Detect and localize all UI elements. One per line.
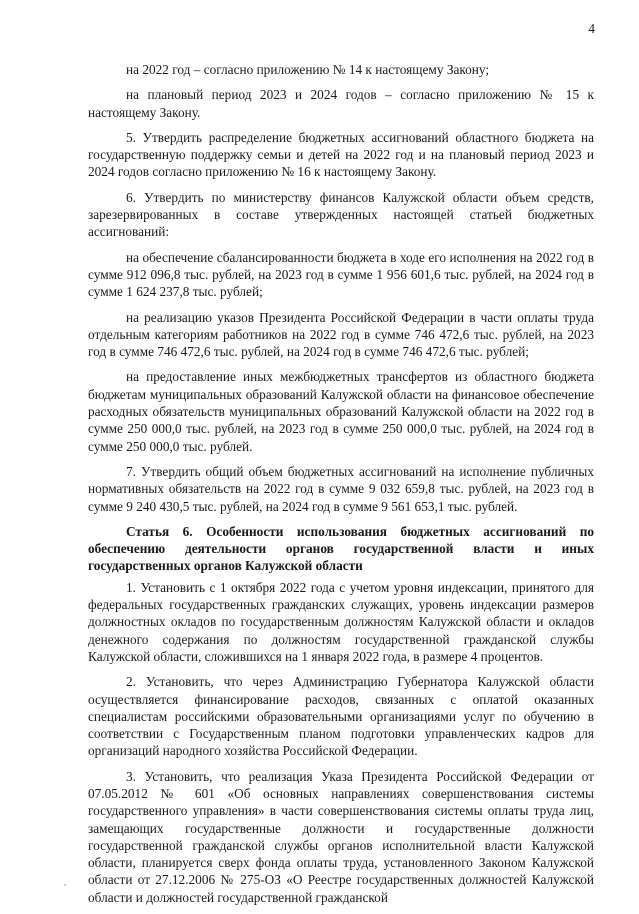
scan-speck xyxy=(64,884,66,886)
paragraph: на предоставление иных межбюджетных трансфертов из областного бюджета бюджетам муниципальных образований Калужской области на финансовое обеспечение расходных обязательств муниципальных образований Калужской области на 2022 год в сумме 250 000,0 тыс. рублей, на 2023 год в сумме 250 000,0 тыс. рублей, на 2024 год в сумме 250 000,0 тыс. рублей. xyxy=(88,369,594,454)
paragraph: на обеспечение сбалансированности бюджета в ходе его исполнения на 2022 год в сумме 912 096,8 тыс. рублей, на 2023 год в сумме 1 956 601,6 тыс. рублей, на 2024 год в сумме 1 624 237,8 тыс. рублей; xyxy=(88,249,594,300)
paragraph: на 2022 год – согласно приложению № 14 к настоящему Закону; xyxy=(126,62,490,77)
article-paragraph: 3. Установить, что реализация Указа Президента Российской Федерации от 07.05.2012 № 601 «Об основных направлениях совершенствования системы государственного управления» в части совершенствования системы оплаты труда лиц, замещающих государственные должности и государственные должности государственной гражданской службы органов исполнительной власти Калужской области, планируется сверх фонда оплаты труда, установленного Законом Калужской области от 27.12.2006 № 275-ОЗ «О Реестре государственных должностей Калужской области и должностей государственной гражданской xyxy=(88,768,594,905)
paragraph: на плановый период 2023 и 2024 годов – согласно приложению № 15 к настоящему Закону. xyxy=(88,87,594,120)
document-body xyxy=(88,61,594,914)
page-number: 4 xyxy=(588,21,595,36)
paragraph: 7. Утвердить общий объем бюджетных ассигнований на исполнение публичных нормативных обязательств на 2022 год в сумме 9 032 659,8 тыс. рублей, на 2023 год в сумме 9 240 430,5 тыс. рублей, на 2024 год в сумме 9 561 653,1 тыс. рублей. xyxy=(88,463,594,514)
paragraph: 6. Утвердить по министерству финансов Калужской области объем средств, зарезервированных в составе утвержденных настоящей статьей бюджетных ассигнований: xyxy=(88,189,594,240)
paragraph: на реализацию указов Президента Российской Федерации в части оплаты труда отдельным категориям работников на 2022 год в сумме 746 472,6 тыс. рублей, на 2023 год в сумме 746 472,6 тыс. рублей, на 2024 год в сумме 746 472,6 тыс. рублей; xyxy=(88,309,594,360)
article-paragraph: 1. Установить с 1 октября 2022 года с учетом уровня индексации, принятого для федеральных государственных гражданских служащих, уровень индексации размеров должностных окладов по государственным должностям Калужской области и окладов денежного содержания по должностям государственной гражданской службы Калужской области, сложившихся на 1 января 2022 года, в размере 4 процентов. xyxy=(88,579,594,664)
article-heading: Статья 6. Особенности использования бюджетных ассигнований по обеспечению деятельности органов государственной власти и иных государственных органов Калужской области xyxy=(88,523,594,574)
paragraph: 5. Утвердить распределение бюджетных ассигнований областного бюджета на государственную поддержку семьи и детей на 2022 год и на плановый период 2023 и 2024 годов согласно приложению № 16 к настоящему Закону. xyxy=(88,129,594,180)
article-paragraph: 2. Установить, что через Администрацию Губернатора Калужской области осуществляется финансирование расходов, связанных с оплатой оказанных специалистам российскими образовательными организациями услуг по обучению в соответствии с Государственным планом подготовки управленческих кадров для организаций народного хозяйства Российской Федерации. xyxy=(88,674,594,759)
